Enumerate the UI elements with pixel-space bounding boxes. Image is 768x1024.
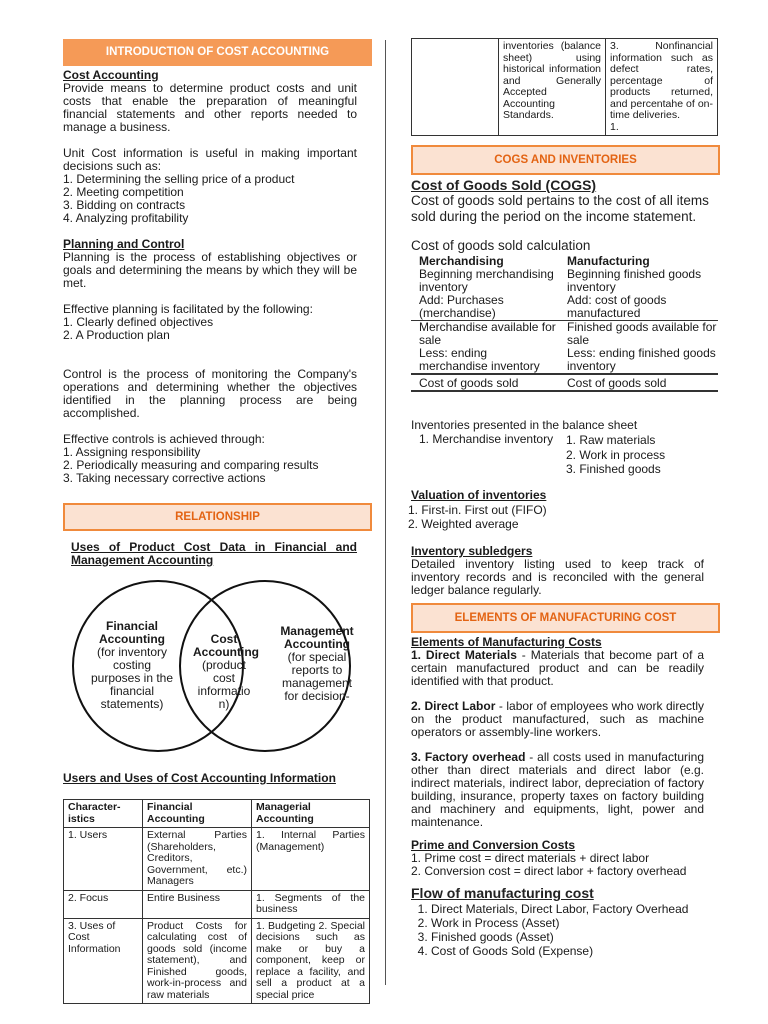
relationship-banner: RELATIONSHIP [63, 503, 372, 531]
valuation-item: 1. First-in. First out (FIFO) [408, 503, 547, 517]
calc-cell: Cost of goods sold [559, 374, 718, 391]
table-cell: 1. Users [64, 828, 143, 891]
subledger-heading: Inventory subledgers [411, 544, 533, 558]
inventory-manuf-item: 3. Finished goods [566, 462, 661, 476]
decision-item: 4. Analyzing profitability [63, 211, 189, 225]
calc-cell: Add: Purchases (merchandise) [419, 293, 504, 320]
flow-item: 1. Direct Materials, Direct Labor, Factory Overhead [431, 902, 688, 916]
table-cell: 1. Segments of the business [252, 890, 370, 918]
table-row [64, 890, 370, 918]
table-cell: inventories (balance sheet) using historical information and Generally Accepted Accounting Standards. [499, 39, 606, 136]
calc-row [411, 294, 718, 321]
valuation-item: 2. Weighted average [408, 517, 519, 531]
calc-cell: Add: cost of goods manufactured [567, 293, 667, 320]
venn-left-sub: (for inventory costing purposes in the financial statements) [90, 645, 174, 711]
table-cell: 1. Internal Parties (Management) [252, 828, 370, 891]
subledger-text: Detailed inventory listing used to keep track of inventory records and is reconciled with the general ledger balance regularly. [411, 557, 704, 597]
table-cell: 3. Uses of Cost Information [64, 918, 143, 1004]
column-divider [385, 40, 386, 985]
intro-banner: INTRODUCTION OF COST ACCOUNTING [63, 39, 372, 66]
control-item: 2. Periodically measuring and comparing results [63, 458, 319, 472]
calc-cell: Finished goods available for sale [559, 321, 718, 348]
venn-right-label [278, 625, 356, 703]
calc-row [411, 347, 718, 374]
decision-item: 1. Determining the selling price of a product [63, 172, 295, 186]
control-text: Control is the process of monitoring the Company's operations and determining whether the objectives identified in the planning process are being accomplished. [63, 367, 357, 420]
table-cell: Entire Business [143, 890, 252, 918]
planning-heading: Planning and Control [63, 237, 185, 251]
planning-text: Planning is the process of establishing objectives or goals and determining the means by which they will be met. [63, 250, 357, 290]
table-row [64, 828, 370, 891]
calc-cell: Less: ending merchandise inventory [419, 346, 540, 373]
users-table-title: Users and Uses of Cost Accounting Information [63, 771, 336, 785]
valuation-list [408, 503, 547, 531]
table-cell: 1. Budgeting 2. Special decisions such as make or buy a component, keep or replace a facility, and sell a product at a special price [252, 918, 370, 1004]
table-cell: External Parties (Shareholders, Creditors, Government, etc.) Managers [143, 828, 252, 891]
venn-right-title: Management Accounting [280, 624, 354, 651]
planning-item: 1. Clearly defined objectives [63, 315, 214, 329]
venn-center-title: Cost Accounting [193, 632, 259, 659]
venn-left-label [88, 620, 176, 711]
calc-cell: Beginning finished goods inventory [567, 267, 702, 294]
continued-col3-text: 3. Nonfinancial information such as defect rates, percentage of products returned, and percentahe of on-time deliveries. [610, 40, 713, 121]
prime-item: 1. Prime cost = direct materials + direct labor [411, 851, 650, 865]
table-cell [412, 39, 499, 136]
cost-accounting-text: Provide means to determine product costs and unit costs that enable the preparation of meaningful financial statements and other reports needed to manage a business. [63, 81, 357, 134]
elements-banner: ELEMENTS OF MANUFACTURING COST [411, 603, 720, 633]
intro-section [63, 69, 357, 485]
factory-overhead-term: 3. Factory overhead [411, 750, 526, 764]
calc-row [411, 374, 718, 391]
decision-item: 3. Bidding on contracts [63, 198, 186, 212]
direct-labor-term: 2. Direct Labor [411, 699, 496, 713]
users-table [63, 799, 370, 1004]
control-item: 3. Taking necessary corrective actions [63, 471, 266, 485]
table-header: Financial Accounting [143, 800, 252, 828]
planning-facilitated: Effective planning is facilitated by the following: [63, 302, 313, 316]
control-achieved: Effective controls is achieved through: [63, 432, 265, 446]
direct-labor-desc: - labor of employees who work directly on the product manufactured, such as machine operators or assembly-line workers. [411, 699, 704, 739]
flow-list [411, 902, 688, 958]
calc-col2-header: Manufacturing [567, 254, 650, 268]
flow-item: 3. Finished goods (Asset) [431, 930, 688, 944]
venn-left-title: Financial Accounting [99, 619, 165, 646]
direct-materials-text [411, 649, 704, 688]
calc-cell: Less: ending finished goods inventory [567, 346, 716, 373]
calc-cell: Cost of goods sold [411, 374, 559, 391]
unit-cost-text: Unit Cost information is useful in making important decisions such as: [63, 146, 357, 173]
valuation-heading: Valuation of inventories [411, 488, 547, 502]
venn-center-sub: (product cost informatio n) [197, 658, 251, 711]
continued-col3-tail: 1. [610, 120, 619, 133]
venn-title: Uses of Product Cost Data in Financial and Management Accounting [71, 540, 357, 567]
direct-labor-text [411, 700, 704, 739]
inventory-manuf-list [566, 433, 665, 477]
cogs-calc-table [411, 255, 718, 392]
users-table-continued [411, 38, 718, 136]
calc-row [411, 268, 718, 294]
elements-heading: Elements of Manufacturing Costs [411, 635, 602, 649]
calc-cell: Merchandise available for sale [411, 321, 559, 348]
cogs-banner: COGS AND INVENTORIES [411, 145, 720, 175]
cogs-calc-title: Cost of goods sold calculation [411, 238, 591, 253]
table-cell: 2. Focus [64, 890, 143, 918]
table-row [412, 39, 718, 136]
inventory-manuf-item: 1. Raw materials [566, 433, 656, 447]
venn-right-sub: (for special reports to management for decision- [281, 650, 353, 703]
inventory-merch: 1. Merchandise inventory [419, 432, 554, 446]
table-header: Managerial Accounting [252, 800, 370, 828]
flow-item: 4. Cost of Goods Sold (Expense) [431, 944, 688, 958]
calc-cell: Beginning merchandising inventory [419, 267, 554, 294]
cost-accounting-heading: Cost Accounting [63, 68, 159, 82]
inventory-manuf-item: 2. Work in process [566, 447, 666, 462]
flow-heading: Flow of manufacturing cost [411, 885, 594, 901]
direct-materials-desc: - Materials that become part of a certain manufactured product and can be readily identified with that product. [411, 648, 704, 688]
elements-section [411, 636, 704, 878]
direct-materials-term: 1. Direct Materials [411, 648, 517, 662]
calc-row [411, 321, 718, 348]
decision-item: 2. Meeting competition [63, 185, 184, 199]
table-cell [606, 39, 718, 136]
factory-overhead-text [411, 751, 704, 829]
table-cell: Product Costs for calculating cost of goods sold (income statement), and Finished goods, work-in-process and raw materials [143, 918, 252, 1004]
planning-item: 2. A Production plan [63, 328, 170, 342]
venn-center-label [193, 632, 259, 711]
table-header-row [64, 800, 370, 828]
inventories-title: Inventories presented in the balance sheet [411, 418, 638, 432]
factory-overhead-desc: - all costs used in manufacturing other than direct materials and direct labor (e.g. indirect materials, indirect labor, depreciation of factory building, insurance, property taxes on factory building and machinery and equipments, light, power and maintenance. [411, 750, 704, 829]
prime-item: 2. Conversion cost = direct labor + factory overhead [411, 864, 687, 878]
cogs-text: Cost of goods sold pertains to the cost of all items sold during the period on the income statement. [411, 193, 709, 224]
table-row [64, 918, 370, 1004]
calc-col1-header: Merchandising [419, 254, 504, 268]
prime-heading: Prime and Conversion Costs [411, 838, 576, 852]
cogs-heading: Cost of Goods Sold (COGS) [411, 177, 597, 193]
table-header: Character-istics [64, 800, 143, 828]
control-item: 1. Assigning responsibility [63, 445, 201, 459]
flow-item: 2. Work in Process (Asset) [431, 916, 688, 930]
